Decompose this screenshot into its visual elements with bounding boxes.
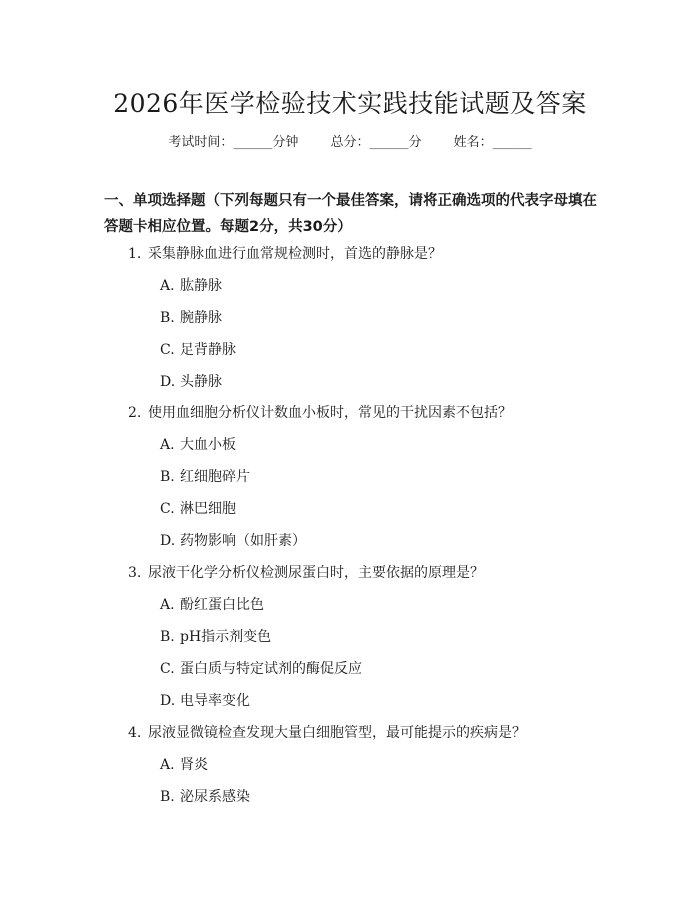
question-text: 采集静脉血进行血常规检测时，首选的静脉是？ (148, 246, 442, 262)
option-text: 蛋白质与特定试剂的酶促反应 (180, 661, 362, 677)
option-letter: A. (160, 278, 175, 294)
option-text: 酚红蛋白比色 (180, 597, 264, 613)
section-heading: 一、单项选择题（下列每题只有一个最佳答案，请将正确选项的代表字母填在答题卡相应位置。每题2分，共30分） (104, 193, 597, 235)
question-number: 4. (128, 725, 142, 741)
option-letter: D. (160, 533, 176, 549)
exam-meta (0, 131, 700, 150)
option-text: 药物影响（如肝素） (180, 533, 306, 549)
option-text: 足背静脉 (180, 342, 236, 358)
name-field: 姓名：______ (453, 135, 532, 150)
option-letter: C. (160, 661, 175, 677)
page-title: 2026年医学检验技术实践技能试题及答案 (113, 89, 587, 118)
option-item (160, 594, 264, 614)
option-item (160, 786, 250, 806)
option-letter: B. (160, 789, 175, 805)
option-item (160, 530, 306, 550)
question-text: 尿液干化学分析仪检测尿蛋白时，主要依据的原理是？ (148, 565, 484, 581)
question-number: 3. (128, 565, 142, 581)
exam-time-field: 考试时间：______分钟 (168, 135, 299, 150)
option-item (160, 498, 236, 518)
option-item (160, 690, 250, 710)
question-text: 使用血细胞分析仪计数血小板时，常见的干扰因素不包括？ (148, 405, 512, 421)
option-letter: B. (160, 310, 175, 326)
option-text: 腕静脉 (180, 310, 222, 326)
option-text: 泌尿系感染 (180, 789, 250, 805)
option-item (160, 275, 222, 295)
option-letter: D. (160, 693, 176, 709)
option-item (160, 754, 208, 774)
option-text: 肱静脉 (180, 278, 222, 294)
option-item (160, 626, 271, 646)
option-letter: C. (160, 342, 175, 358)
option-item (160, 658, 362, 678)
question-text: 尿液显微镜检查发现大量白细胞管型，最可能提示的疾病是？ (148, 725, 526, 741)
option-letter: C. (160, 501, 175, 517)
question-4 (128, 722, 526, 742)
option-text: 红细胞碎片 (180, 469, 250, 485)
question-number: 2. (128, 405, 142, 421)
option-text: 头静脉 (180, 374, 222, 390)
question-1 (128, 243, 442, 263)
option-letter: A. (160, 437, 175, 453)
option-item (160, 371, 222, 391)
option-letter: B. (160, 629, 175, 645)
option-text: 大血小板 (180, 437, 236, 453)
option-text: 电导率变化 (180, 693, 250, 709)
option-text: pH指示剂变色 (180, 629, 272, 645)
option-item (160, 307, 222, 327)
option-text: 肾炎 (180, 757, 208, 773)
option-item (160, 466, 250, 486)
option-item (160, 339, 236, 359)
option-item (160, 434, 236, 454)
question-number: 1. (128, 246, 142, 262)
question-2 (128, 402, 512, 422)
option-letter: A. (160, 597, 175, 613)
option-letter: A. (160, 757, 175, 773)
option-letter: B. (160, 469, 175, 485)
option-text: 淋巴细胞 (180, 501, 236, 517)
question-3 (128, 562, 484, 582)
total-score-field: 总分：______分 (330, 135, 422, 150)
option-letter: D. (160, 374, 176, 390)
